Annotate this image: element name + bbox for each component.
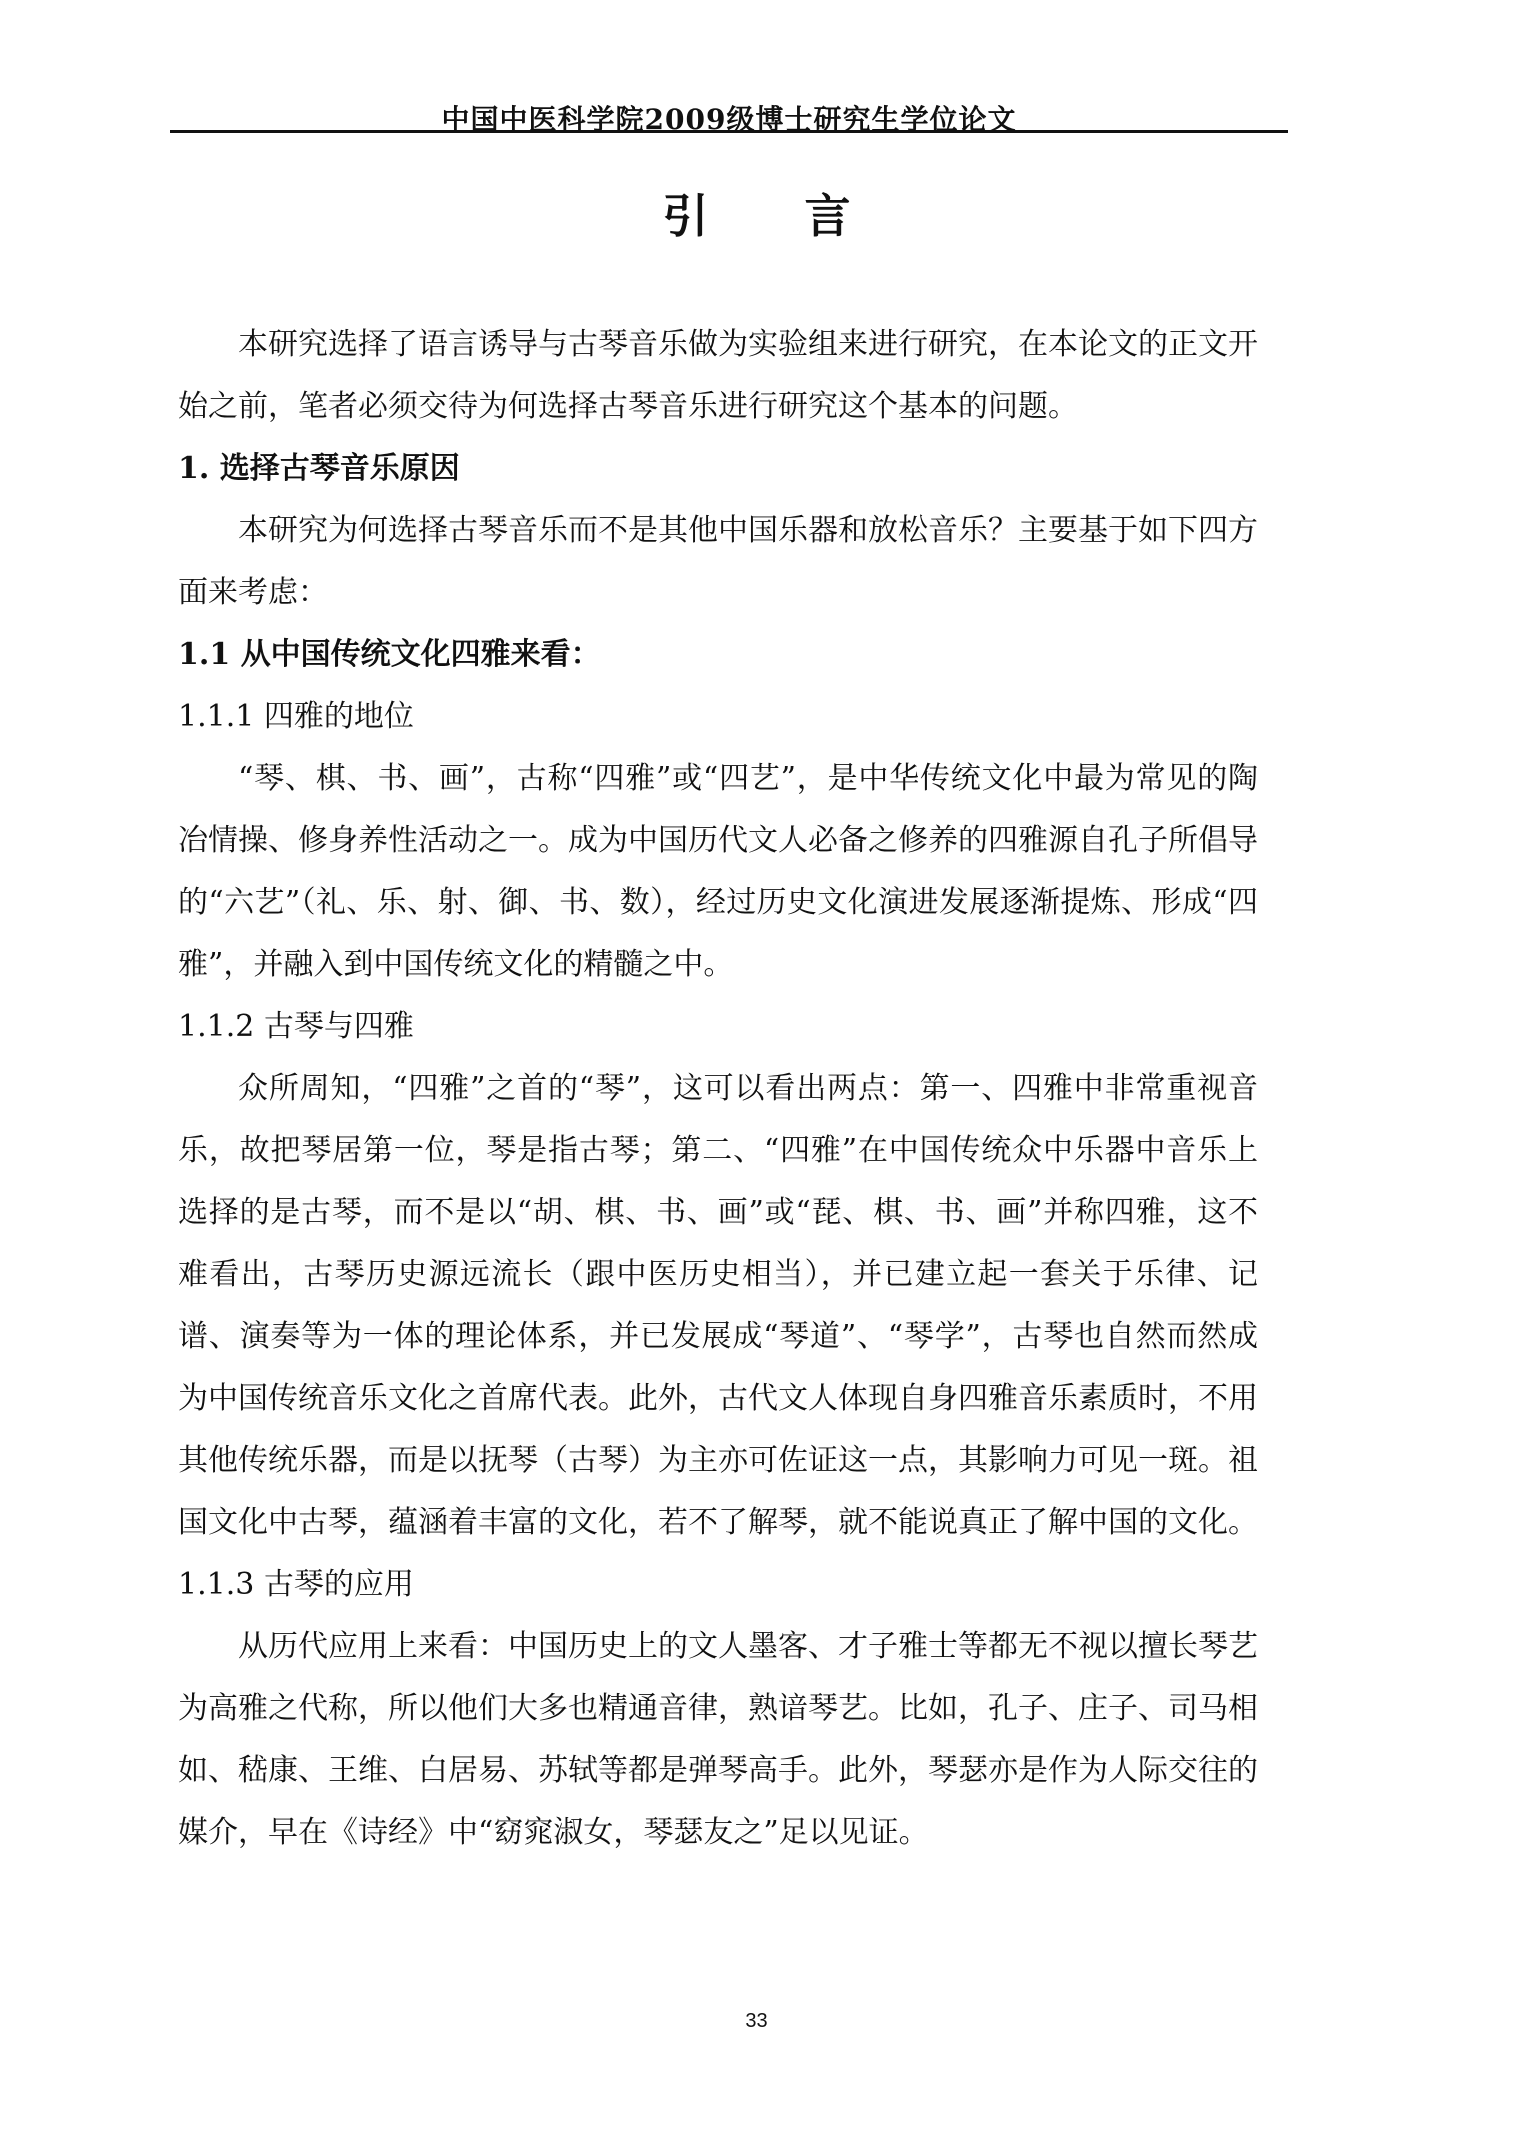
chapter-title: 引 言	[662, 189, 891, 243]
section-1-1-3-paragraph: 从历代应用上来看：中国历史上的文人墨客、才子雅士等都无不视以擅长琴艺为高雅之代称，所以他们大多也精通音律，熟谙琴艺。比如，孔子、庄子、司马相如、嵇康、王维、白居易、苏轼等都是弹琴高手。此外，琴瑟亦是作为人际交往的媒介，早在《诗经》中“窈窕淑女，琴瑟友之”足以见证。	[178, 1629, 1258, 1850]
section-1-1-heading: 1.1 从中国传统文化四雅来看：	[178, 637, 601, 672]
section-1-heading: 1. 选择古琴音乐原因	[178, 451, 460, 486]
intro-paragraph: 本研究选择了语言诱导与古琴音乐做为实验组来进行研究，在本论文的正文开始之前，笔者必须交待为何选择古琴音乐进行研究这个基本的问题。	[178, 327, 1258, 424]
section-1-1-2-heading: 1.1.2 古琴与四雅	[178, 1009, 414, 1044]
page-number: 33	[745, 2010, 768, 2032]
running-header: 中国中医科学院2009级博士研究生学位论文	[441, 103, 1017, 136]
section-1-paragraph: 本研究为何选择古琴音乐而不是其他中国乐器和放松音乐？主要基于如下四方面来考虑：	[178, 513, 1258, 610]
section-1-1-2-paragraph: 众所周知，“四雅”之首的“琴”，这可以看出两点：第一、四雅中非常重视音乐，故把琴居第一位，琴是指古琴；第二、“四雅”在中国传统众中乐器中音乐上选择的是古琴，而不是以“胡、棋、书、画”或“琵、棋、书、画”并称四雅，这不难看出，古琴历史源远流长（跟中医历史相当），并已建立起一套关于乐律、记谱、演奏等为一体的理论体系，并已发展成“琴道”、“琴学”，古琴也自然而然成为中国传统音乐文化之首席代表。此外，古代文人体现自身四雅音乐素质时，不用其他传统乐器，而是以抚琴（古琴）为主亦可佐证这一点，其影响力可见一斑。祖国文化中古琴，蕴涵着丰富的文化，若不了解琴，就不能说真正了解中国的文化。	[178, 1071, 1258, 1540]
section-1-1-1-paragraph: “琴、棋、书、画”，古称“四雅”或“四艺”，是中华传统文化中最为常见的陶冶情操、修身养性活动之一。成为中国历代文人必备之修养的四雅源自孔子所倡导的“六艺”（礼、乐、射、御、书、数），经过历史文化演进发展逐渐提炼、形成“四雅”，并融入到中国传统文化的精髓之中。	[178, 761, 1258, 982]
section-1-1-1-heading: 1.1.1 四雅的地位	[178, 699, 414, 734]
body-text	[178, 314, 1258, 1864]
header-rule	[170, 130, 1288, 133]
section-1-1-3-heading: 1.1.3 古琴的应用	[178, 1567, 414, 1602]
